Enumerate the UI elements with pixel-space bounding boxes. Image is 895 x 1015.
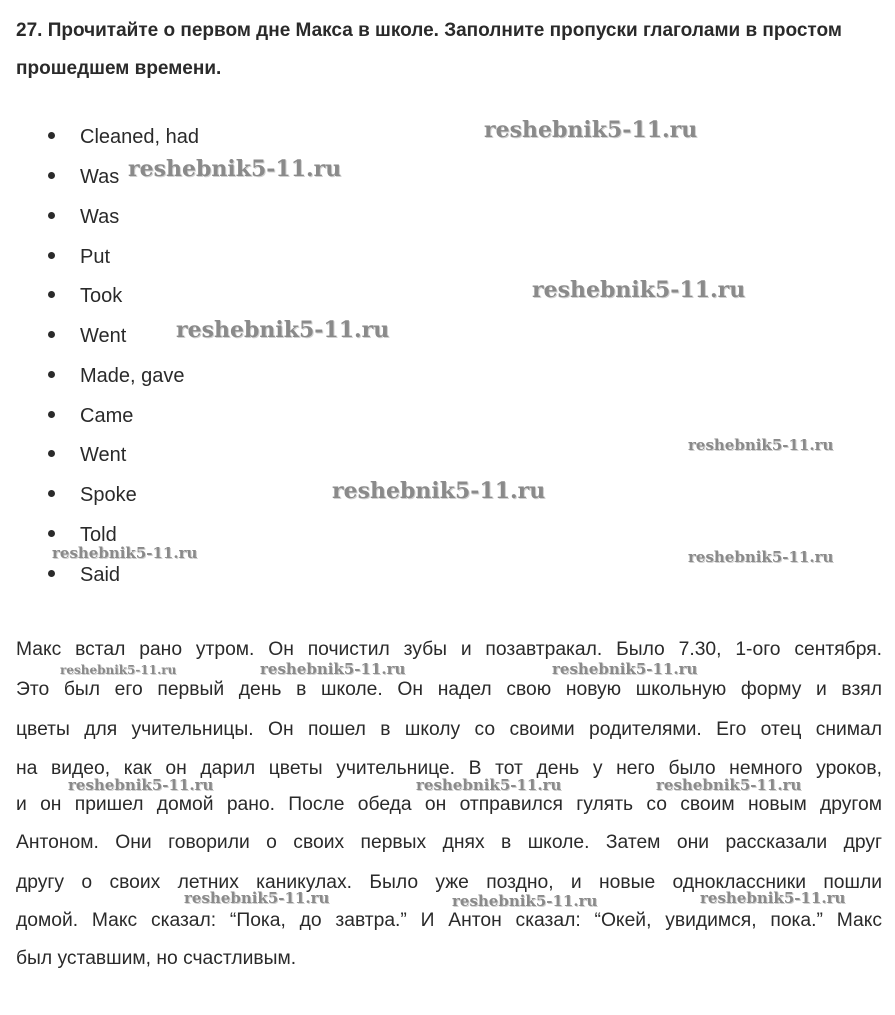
watermark: reshebnik5-11.ru xyxy=(52,544,198,562)
bullet-icon xyxy=(48,291,55,298)
story-line: на видео, как он дарил цветы учительнице. В тот день у него было немного уроков, xyxy=(16,758,882,779)
answer-text: Took xyxy=(80,285,123,307)
watermark: reshebnik5-11.ru xyxy=(332,478,546,504)
answer-item xyxy=(48,523,117,547)
watermark: reshebnik5-11.ru xyxy=(552,660,698,678)
answer-text: Came xyxy=(80,405,134,427)
answer-item xyxy=(48,205,119,229)
answer-text: Made, gave xyxy=(80,365,185,387)
watermark: reshebnik5-11.ru xyxy=(532,277,746,303)
answer-text: Went xyxy=(80,325,127,347)
story-line: и он пришел домой рано. После обеда он отправился гулять со своим новым другом xyxy=(16,794,882,815)
watermark: reshebnik5-11.ru xyxy=(452,892,598,910)
answer-item xyxy=(48,443,126,467)
bullet-icon xyxy=(48,450,55,457)
bullet-icon xyxy=(48,411,55,418)
watermark: reshebnik5-11.ru xyxy=(688,548,834,566)
watermark: reshebnik5-11.ru xyxy=(68,776,214,794)
answer-text: Went xyxy=(80,444,127,466)
answer-text: Put xyxy=(80,246,111,268)
watermark: reshebnik5-11.ru xyxy=(484,117,698,143)
answer-text: Cleaned, had xyxy=(80,126,199,148)
answer-item xyxy=(48,324,126,348)
answer-item xyxy=(48,125,199,149)
bullet-icon xyxy=(48,252,55,259)
story-line: цветы для учительницы. Он пошел в школу со своими родителями. Его отец снимал xyxy=(16,719,882,740)
answer-item xyxy=(48,165,119,189)
answer-item xyxy=(48,404,133,428)
watermark: reshebnik5-11.ru xyxy=(688,436,834,454)
answer-item xyxy=(48,284,122,308)
answer-item xyxy=(48,483,137,507)
story-line: Макс встал рано утром. Он почистил зубы и позавтракал. Было 7.30, 1-ого сентября. xyxy=(16,639,882,660)
bullet-icon xyxy=(48,172,55,179)
story-line: был уставшим, но счастливым. xyxy=(16,948,297,969)
answer-item xyxy=(48,245,110,269)
task-heading: 27. Прочитайте о первом дне Макса в школе. Заполните пропуски глаголами в простом прошедшем времени. xyxy=(16,20,842,79)
story-line: другу о своих летних каникулах. Было уже поздно, и новые одноклассники пошли xyxy=(16,872,882,893)
bullet-icon xyxy=(48,371,55,378)
bullet-icon xyxy=(48,212,55,219)
watermark: reshebnik5-11.ru xyxy=(656,776,802,794)
watermark: reshebnik5-11.ru xyxy=(176,317,390,343)
story-line: Антоном. Они говорили о своих первых днях в школе. Затем они рассказали друг xyxy=(16,832,882,853)
answer-text: Was xyxy=(80,166,120,188)
answer-text: Said xyxy=(80,564,121,586)
bullet-icon xyxy=(48,490,55,497)
watermark: reshebnik5-11.ru xyxy=(700,889,846,907)
answer-item xyxy=(48,563,120,587)
bullet-icon xyxy=(48,570,55,577)
answer-text: Spoke xyxy=(80,484,137,506)
watermark: reshebnik5-11.ru xyxy=(260,660,406,678)
answer-text: Was xyxy=(80,206,120,228)
answer-text: Told xyxy=(80,524,117,546)
answer-item xyxy=(48,364,185,388)
story-line: Это был его первый день в школе. Он надел свою новую школьную форму и взял xyxy=(16,679,882,700)
watermark: reshebnik5-11.ru xyxy=(416,776,562,794)
bullet-icon xyxy=(48,331,55,338)
bullet-icon xyxy=(48,132,55,139)
watermark: reshebnik5-11.ru xyxy=(128,156,342,182)
story-line: домой. Макс сказал: “Пока, до завтра.” И Антон сказал: “Окей, увидимся, пока.” Макс xyxy=(16,910,882,931)
watermark: reshebnik5-11.ru xyxy=(184,889,330,907)
bullet-icon xyxy=(48,530,55,537)
watermark: reshebnik5-11.ru xyxy=(60,663,177,677)
